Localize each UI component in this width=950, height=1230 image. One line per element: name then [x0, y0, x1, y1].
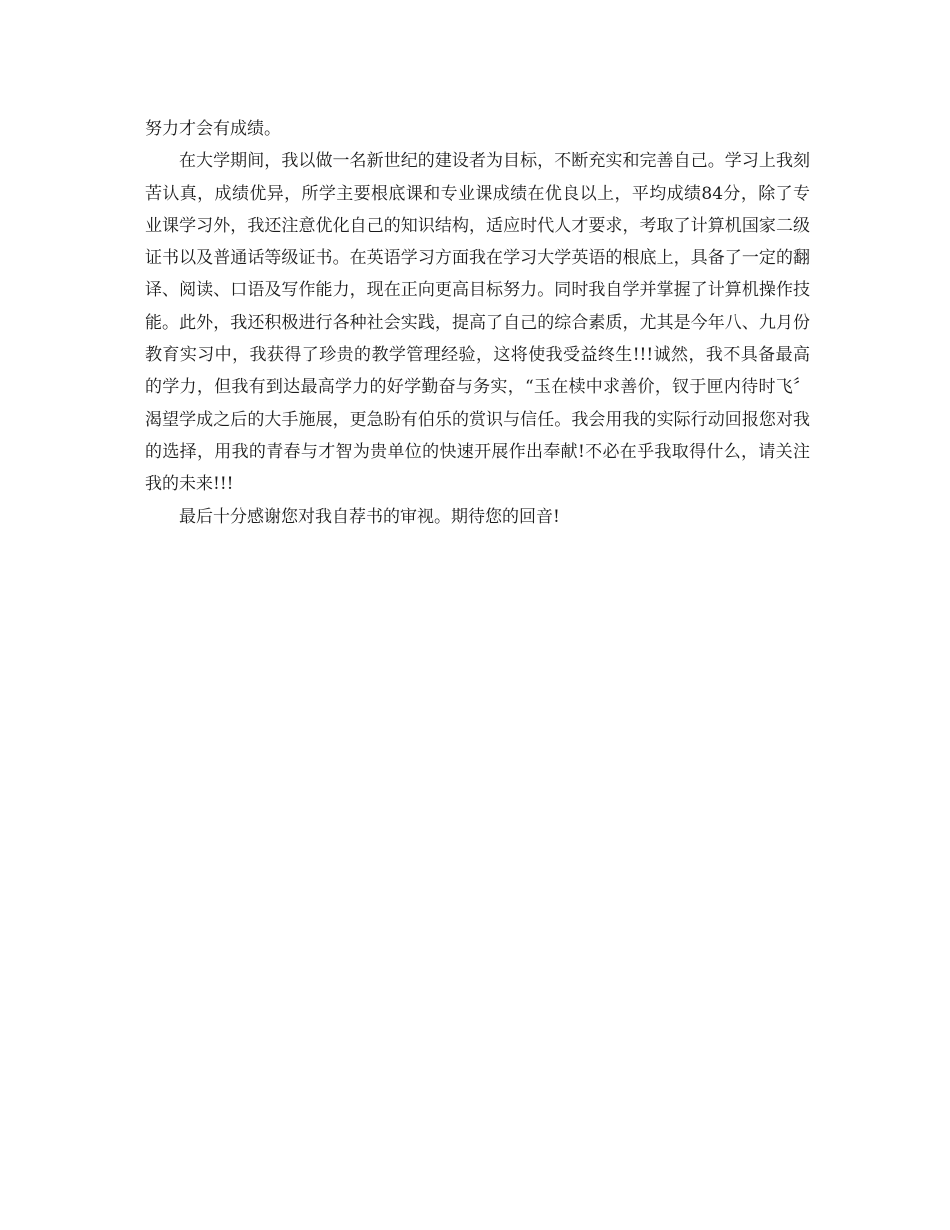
paragraph-closing-thanks: 最后十分感谢您对我自荐书的审视。期待您的回音! — [179, 506, 560, 527]
paragraph-university-experience: 在大学期间，我以做一名新世纪的建设者为目标，不断充实和完善自己。学习上我刻苦认真，成绩优异，所学主要根底课和专业课成绩在优良以上，平均成绩84分，除了专业课学习外，我还注意优化自己的知识结构，适应时代人才要求，考取了计算机国家二级证书以及普通话等级证书。在英语学习方面我在学习大学英语的根底上，具备了一定的翻译、阅读、口语及写作能力，现在正向更高目标努力。同时我自学并掌握了计算机操作技能。此外，我还积极进行各种社会实践，提高了自己的综合素质，尤其是今年八、九月份教育实习中，我获得了珍贵的教学管理经验，这将使我受益终生!!!诚然，我不具备最高的学力，但我有到达最高学力的好学勤奋与务实，“玉在椟中求善价，钗于匣内待时飞〞渴望学成之后的大手施展，更急盼有伯乐的赏识与信任。我会用我的实际行动回报您对我的选择，用我的青春与才智为贵单位的快速开展作出奉献!不必在乎我取得什么，请关注我的未来!!! — [145, 151, 810, 495]
paragraph-continuation: 努力才会有成绩。 — [145, 119, 281, 139]
document-body — [145, 113, 810, 533]
